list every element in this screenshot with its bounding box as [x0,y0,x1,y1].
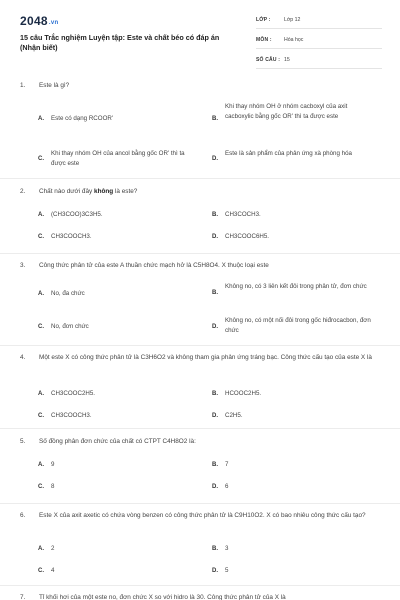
option-a[interactable] [38,114,208,126]
question-number: 5. [20,438,26,445]
question-divider [0,503,400,504]
question-divider [0,178,400,179]
option-text: CH3COOCH3. [51,412,92,419]
question-body: Một este X có công thức phân tử là C3H6O2 và không tham gia phản ứng tráng bạc. Công thức cấu tạo của este X là [39,354,372,361]
question-body: Tỉ khối hơi của một este no, đơn chức X so với hidro là 30. Công thức phân tử của X là [39,594,286,600]
question-6 [0,510,400,582]
meta-row-subject [256,34,382,49]
meta-row-class [256,14,382,29]
option-text: C2H5. [225,412,243,419]
option-text: Không no, có 3 liên kết đôi trong phân tử, đơn chức [225,283,367,290]
option-letter: D. [212,324,218,330]
option-b[interactable] [212,210,382,222]
option-text: Este có dạng RCOOR' [51,115,114,122]
question-number: 4. [20,354,26,361]
option-text: No, đa chức [51,290,85,297]
option-letter: D. [212,568,218,574]
question-body: Công thức phân tử của este A thuần chức mạch hở là C5H8O4. X thuộc loại este [39,262,269,269]
option-letter: C. [38,156,44,162]
option-a[interactable] [38,544,208,556]
option-d[interactable] [212,482,382,494]
option-text: Khi thay nhóm OH của ancol bằng gốc OR' thì ta được este [51,150,185,167]
option-text: 2 [51,545,55,552]
meta-label: SỐ CÂU : [256,57,281,63]
meta-row-count [256,54,382,69]
option-text: CH3COOC2H5. [51,390,96,397]
option-letter: A. [38,116,44,122]
logo-suffix: .vn [48,20,59,26]
option-letter: C. [38,568,44,574]
option-letter: B. [212,212,218,218]
question-2 [0,186,400,251]
option-c[interactable] [38,482,208,494]
option-letter: A. [38,291,44,297]
option-letter: B. [212,290,218,296]
option-text: 7 [225,461,229,468]
meta-value: Hóa học [284,37,304,43]
option-letter: D. [212,484,218,490]
question-divider [0,253,400,254]
option-d[interactable] [212,316,382,338]
option-a[interactable] [38,289,208,301]
option-d[interactable] [212,566,382,578]
option-letter: A. [38,391,44,397]
option-letter: A. [38,462,44,468]
question-number: 2. [20,188,26,195]
option-b[interactable] [212,389,382,401]
document-meta [256,14,382,74]
option-text: 9 [51,461,55,468]
option-text: 5 [225,567,229,574]
option-letter: C. [38,413,44,419]
option-c[interactable] [38,232,208,244]
question-3 [0,260,400,348]
question-body: Este là gì? [39,82,70,89]
meta-value: Lớp 12 [284,17,301,23]
question-emphasis: không [94,188,114,195]
option-text: Este là sản phẩm của phản ứng xà phòng hóa [225,150,352,157]
option-text: 6 [225,483,229,490]
logo-text: 2048 [20,14,48,28]
question-5 [0,436,400,498]
option-letter: A. [38,546,44,552]
option-text: No, đơn chức [51,323,89,330]
meta-label: LỚP : [256,17,271,23]
option-text: CH3COOCH3. [51,233,92,240]
option-d[interactable] [212,232,382,244]
option-b[interactable] [212,544,382,556]
site-logo[interactable] [20,14,58,28]
option-letter: B. [212,391,218,397]
option-text: Khi thay nhóm OH ở nhóm cacboxyl của axit cacboxylic bằng gốc OR' thì ta được este [225,103,348,120]
meta-label: MÔN : [256,37,272,43]
question-divider [0,345,400,346]
question-body [39,187,379,197]
option-a[interactable] [38,210,208,222]
question-4 [0,352,400,428]
option-a[interactable] [38,460,208,472]
option-letter: B. [212,116,218,122]
question-body: Số đồng phân đơn chức của chất có CTPT C4H8O2 là: [39,438,196,445]
option-b[interactable] [212,460,382,472]
option-c[interactable] [38,566,208,578]
option-letter: D. [212,413,218,419]
question-number: 1. [20,82,26,89]
option-b[interactable] [212,102,382,134]
option-c[interactable] [38,411,208,423]
option-letter: D. [212,156,218,162]
option-d[interactable] [212,149,382,171]
question-number: 6. [20,512,26,519]
option-c[interactable] [38,322,208,334]
question-7 [0,592,400,600]
question-1 [0,80,400,185]
option-text: CH3COCH3. [225,211,261,218]
question-divider [0,428,400,429]
question-number: 7. [20,594,26,600]
option-text: Không no, có một nối đôi trong gốc hiđrocacbon, đơn chức [225,317,371,334]
option-letter: A. [38,212,44,218]
question-text-part: là este? [113,188,138,195]
option-letter: C. [38,484,44,490]
option-text: 4 [51,567,55,574]
document-title: 15 câu Trắc nghiệm Luyện tập: Este và chất béo có đáp án (Nhận biết) [20,33,220,52]
question-body: Este X của axit axetic có chứa vòng benzen có công thức phân tử là C9H10O2. X có bao nhiêu công thức cấu tạo? [39,512,366,519]
option-text: (CH3COO)3C3H5. [51,211,103,218]
option-letter: C. [38,234,44,240]
option-text: CH3COOC6H5. [225,233,270,240]
meta-value: 15 [284,57,290,63]
option-a[interactable] [38,389,208,401]
option-b[interactable] [212,282,382,304]
option-c[interactable] [38,149,208,171]
option-letter: B. [212,462,218,468]
question-number: 3. [20,262,26,269]
option-text: HCOOC2H5. [225,390,262,397]
option-text: 3 [225,545,229,552]
option-text: 8 [51,483,55,490]
question-divider [0,585,400,586]
option-letter: D. [212,234,218,240]
option-letter: C. [38,324,44,330]
question-text-part: Chất nào dưới đây [39,188,95,195]
option-letter: B. [212,546,218,552]
document-header [0,0,400,72]
option-d[interactable] [212,411,382,423]
